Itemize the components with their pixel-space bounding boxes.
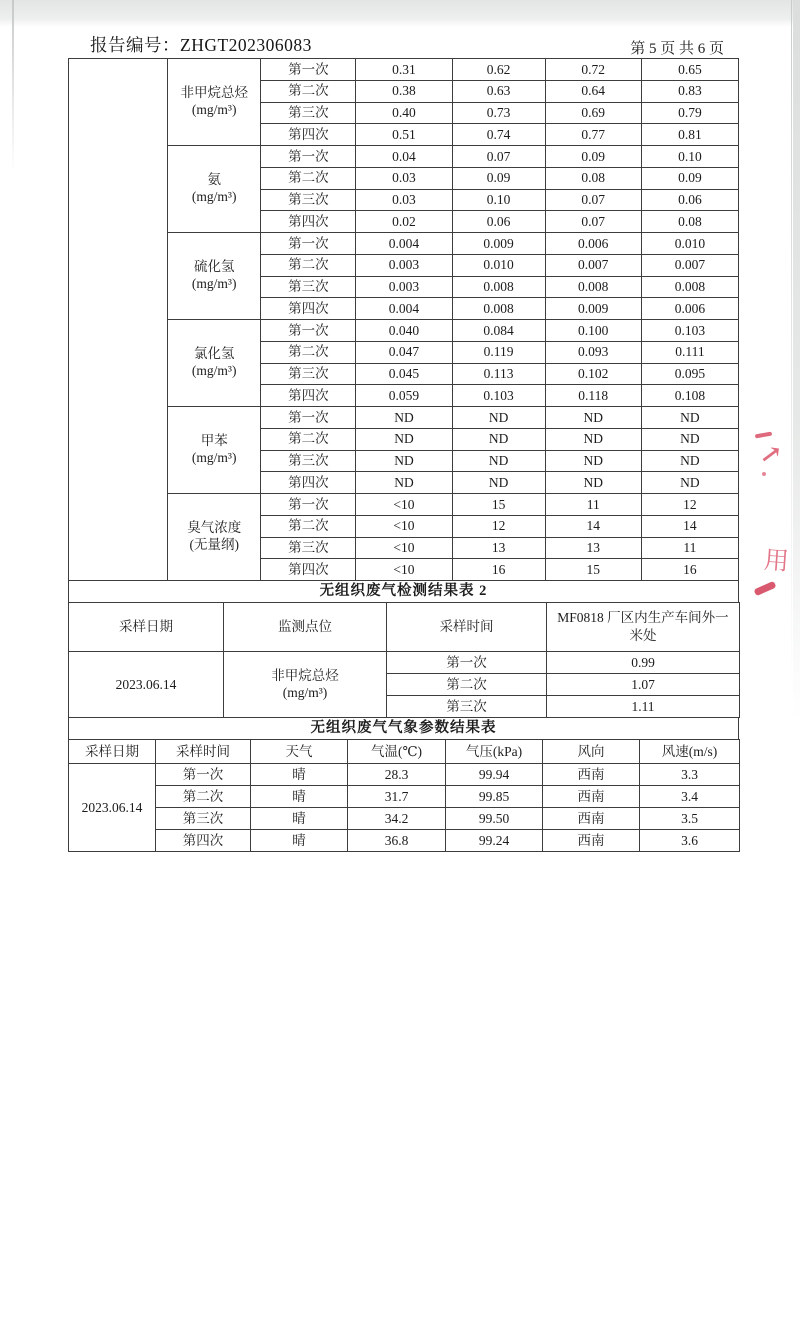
pressure-cell: 99.50 <box>446 808 543 830</box>
wind-dir-cell: 西南 <box>543 786 640 808</box>
value-cell: ND <box>452 472 545 494</box>
value-cell: 0.008 <box>452 298 545 320</box>
substance-unit: (无量纲) <box>189 537 239 552</box>
value-cell: ND <box>356 428 452 450</box>
value-cell: ND <box>641 428 738 450</box>
value-cell: 0.62 <box>452 59 545 81</box>
value-cell: 0.008 <box>452 276 545 298</box>
value-cell: 0.04 <box>356 146 452 168</box>
value-cell: 14 <box>641 515 738 537</box>
value-cell: 15 <box>452 494 545 516</box>
point-unit: (mg/m³) <box>282 684 328 700</box>
value-cell: ND <box>545 450 641 472</box>
stamp-fragment-stroke-icon: ↗ <box>758 438 784 471</box>
value-cell: 0.102 <box>545 363 641 385</box>
value-cell: 0.83 <box>641 80 738 102</box>
substance-name: 臭气浓度 <box>187 520 242 536</box>
value-cell: 0.009 <box>545 298 641 320</box>
temp-cell: 31.7 <box>348 786 446 808</box>
substance-name: 氨 <box>207 172 221 188</box>
trial-label: 第一次 <box>261 59 356 81</box>
value-cell: ND <box>641 450 738 472</box>
value-cell: ND <box>356 407 452 429</box>
wind-dir-cell: 西南 <box>543 764 640 786</box>
trial-label: 第一次 <box>156 764 251 786</box>
header-wind-direction: 风向 <box>543 740 640 764</box>
trial-label: 第三次 <box>261 363 356 385</box>
trial-label: 第三次 <box>261 276 356 298</box>
meteo-params-table <box>68 739 740 852</box>
sample-date-cell: 2023.06.14 <box>69 764 156 852</box>
value-cell: ND <box>545 472 641 494</box>
trial-label: 第四次 <box>261 472 356 494</box>
substance-unit: (mg/m³) <box>191 450 237 465</box>
trial-label: 第三次 <box>261 450 356 472</box>
pressure-cell: 99.85 <box>446 786 543 808</box>
value-cell: 11 <box>641 537 738 559</box>
value-cell: 0.003 <box>356 276 452 298</box>
value-cell: 0.07 <box>545 189 641 211</box>
substance-cell <box>168 407 261 494</box>
value-cell: 0.111 <box>641 341 738 363</box>
value-cell: ND <box>356 450 452 472</box>
trial-label: 第四次 <box>261 298 356 320</box>
value-cell: 0.38 <box>356 80 452 102</box>
pressure-cell: 99.24 <box>446 830 543 852</box>
stamp-fragment-bar-icon <box>754 581 777 596</box>
trial-label: 第一次 <box>261 233 356 255</box>
value-cell: ND <box>356 472 452 494</box>
empty-spanner-cell <box>69 59 168 581</box>
trial-label: 第一次 <box>387 652 547 674</box>
value-cell: 0.007 <box>545 254 641 276</box>
value-cell: 0.31 <box>356 59 452 81</box>
value-cell: 0.103 <box>641 320 738 342</box>
value-cell: 0.08 <box>641 211 738 233</box>
stamp-fragment-dot-icon <box>762 472 766 476</box>
value-cell: 0.008 <box>641 276 738 298</box>
value-cell: 0.79 <box>641 102 738 124</box>
value-cell: 0.010 <box>641 233 738 255</box>
stamp-fragment-bar-icon <box>755 432 772 439</box>
trial-label: 第四次 <box>261 559 356 581</box>
table-row <box>69 146 739 168</box>
substance-unit: (mg/m³) <box>191 276 237 291</box>
nmhc-results-table <box>68 602 740 718</box>
table3-title-band <box>68 717 739 740</box>
report-number-label: 报告编号： <box>90 35 180 55</box>
value-cell: 0.103 <box>452 385 545 407</box>
value-cell: 0.74 <box>452 124 545 146</box>
monitor-point-cell <box>224 652 387 718</box>
trial-label: 第一次 <box>261 407 356 429</box>
value-cell: 0.100 <box>545 320 641 342</box>
value-cell: 0.77 <box>545 124 641 146</box>
stamp-fragment-char-icon: 用 <box>762 547 790 576</box>
table-row <box>69 59 739 81</box>
value-cell: 0.007 <box>641 254 738 276</box>
value-cell: 0.119 <box>452 341 545 363</box>
value-cell: 0.108 <box>641 385 738 407</box>
value-cell: 1.07 <box>547 674 740 696</box>
wind-speed-cell: 3.4 <box>640 786 740 808</box>
scan-page-edge-right <box>791 0 792 690</box>
trial-label: 第二次 <box>261 80 356 102</box>
trial-label: 第一次 <box>261 146 356 168</box>
table2-title: 无组织废气检测结果表 2 <box>69 581 739 603</box>
header-location: MF0818 厂区内生产车间外一米处 <box>547 603 740 652</box>
table-header-row <box>69 603 740 652</box>
header-weather: 天气 <box>251 740 348 764</box>
trial-label: 第三次 <box>156 808 251 830</box>
substance-name: 氯化氢 <box>193 346 235 362</box>
value-cell: 12 <box>641 494 738 516</box>
value-cell: ND <box>641 407 738 429</box>
substance-unit: (mg/m³) <box>191 189 237 204</box>
header-monitor-point: 监测点位 <box>224 603 387 652</box>
value-cell: 0.63 <box>452 80 545 102</box>
value-cell: 0.72 <box>545 59 641 81</box>
value-cell: 0.118 <box>545 385 641 407</box>
weather-cell: 晴 <box>251 830 348 852</box>
wind-dir-cell: 西南 <box>543 830 640 852</box>
trial-label: 第三次 <box>261 537 356 559</box>
value-cell: 0.113 <box>452 363 545 385</box>
trial-label: 第二次 <box>387 674 547 696</box>
value-cell: ND <box>641 472 738 494</box>
table-row <box>69 407 739 429</box>
point-name: 非甲烷总烃 <box>271 667 339 683</box>
table-row <box>69 233 739 255</box>
wind-speed-cell: 3.3 <box>640 764 740 786</box>
value-cell: 0.09 <box>545 146 641 168</box>
value-cell: 0.010 <box>452 254 545 276</box>
value-cell: 0.059 <box>356 385 452 407</box>
value-cell: 0.093 <box>545 341 641 363</box>
table-row <box>69 652 740 674</box>
wind-speed-cell: 3.6 <box>640 830 740 852</box>
value-cell: <10 <box>356 494 452 516</box>
value-cell: ND <box>452 407 545 429</box>
table-row <box>69 764 740 786</box>
substance-cell <box>168 233 261 320</box>
scan-shadow-top <box>0 0 800 27</box>
report-number-value: ZHGT202306083 <box>180 35 312 55</box>
scan-shadow-right <box>793 0 800 720</box>
value-cell: 0.51 <box>356 124 452 146</box>
substance-name: 硫化氢 <box>193 259 235 275</box>
trial-label: 第二次 <box>261 515 356 537</box>
temp-cell: 36.8 <box>348 830 446 852</box>
header-sample-time: 采样时间 <box>156 740 251 764</box>
value-cell: 0.40 <box>356 102 452 124</box>
value-cell: 0.06 <box>452 211 545 233</box>
trial-label: 第四次 <box>156 830 251 852</box>
value-cell: 0.02 <box>356 211 452 233</box>
value-cell: ND <box>452 428 545 450</box>
value-cell: 0.03 <box>356 167 452 189</box>
value-cell: 0.008 <box>545 276 641 298</box>
table-row <box>69 808 740 830</box>
value-cell: 0.69 <box>545 102 641 124</box>
value-cell: 16 <box>452 559 545 581</box>
value-cell: 0.009 <box>452 233 545 255</box>
value-cell: ND <box>545 407 641 429</box>
table-header-row <box>69 740 740 764</box>
trial-label: 第四次 <box>261 124 356 146</box>
value-cell: 0.006 <box>545 233 641 255</box>
substance-cell <box>168 494 261 581</box>
header-pressure: 气压(kPa) <box>446 740 543 764</box>
trial-label: 第一次 <box>261 494 356 516</box>
value-cell: 0.003 <box>356 254 452 276</box>
value-cell: 0.095 <box>641 363 738 385</box>
document-tables <box>68 58 739 852</box>
value-cell: 0.045 <box>356 363 452 385</box>
value-cell: 0.084 <box>452 320 545 342</box>
trial-label: 第二次 <box>261 428 356 450</box>
value-cell: <10 <box>356 537 452 559</box>
trial-label: 第四次 <box>261 385 356 407</box>
value-cell: 0.07 <box>545 211 641 233</box>
header-temperature: 气温(℃) <box>348 740 446 764</box>
trial-label: 第二次 <box>156 786 251 808</box>
weather-cell: 晴 <box>251 764 348 786</box>
value-cell: 13 <box>452 537 545 559</box>
header-sample-date: 采样日期 <box>69 603 224 652</box>
value-cell: 0.06 <box>641 189 738 211</box>
trial-label: 第四次 <box>261 211 356 233</box>
substance-cell <box>168 320 261 407</box>
value-cell: 0.73 <box>452 102 545 124</box>
trial-label: 第二次 <box>261 341 356 363</box>
value-cell: 0.040 <box>356 320 452 342</box>
table3-title: 无组织废气气象参数结果表 <box>69 718 739 740</box>
temp-cell: 34.2 <box>348 808 446 830</box>
value-cell: 14 <box>545 515 641 537</box>
substance-cell <box>168 146 261 233</box>
value-cell: <10 <box>356 515 452 537</box>
value-cell: 0.09 <box>641 167 738 189</box>
temp-cell: 28.3 <box>348 764 446 786</box>
table-row <box>69 320 739 342</box>
value-cell: 0.10 <box>641 146 738 168</box>
value-cell: 0.81 <box>641 124 738 146</box>
trial-label: 第一次 <box>261 320 356 342</box>
value-cell: ND <box>452 450 545 472</box>
value-cell: 0.004 <box>356 298 452 320</box>
table-row <box>69 830 740 852</box>
value-cell: <10 <box>356 559 452 581</box>
value-cell: 0.08 <box>545 167 641 189</box>
value-cell: 11 <box>545 494 641 516</box>
wind-speed-cell: 3.5 <box>640 808 740 830</box>
table2-title-band <box>68 580 739 603</box>
header-sample-date: 采样日期 <box>69 740 156 764</box>
value-cell: 0.99 <box>547 652 740 674</box>
sample-date-cell: 2023.06.14 <box>69 652 224 718</box>
trial-label: 第三次 <box>261 189 356 211</box>
value-cell: 12 <box>452 515 545 537</box>
substance-name: 非甲烷总烃 <box>180 85 248 101</box>
value-cell: 0.65 <box>641 59 738 81</box>
table-row <box>69 494 739 516</box>
trial-label: 第三次 <box>387 696 547 718</box>
trial-label: 第二次 <box>261 254 356 276</box>
waste-gas-results-table <box>68 58 739 581</box>
value-cell: 0.64 <box>545 80 641 102</box>
report-number-line <box>90 32 312 57</box>
trial-label: 第三次 <box>261 102 356 124</box>
value-cell: 16 <box>641 559 738 581</box>
value-cell: 13 <box>545 537 641 559</box>
header-sample-time: 采样时间 <box>387 603 547 652</box>
value-cell: 1.11 <box>547 696 740 718</box>
weather-cell: 晴 <box>251 808 348 830</box>
value-cell: ND <box>545 428 641 450</box>
value-cell: 0.047 <box>356 341 452 363</box>
value-cell: 0.03 <box>356 189 452 211</box>
substance-cell <box>168 59 261 146</box>
pressure-cell: 99.94 <box>446 764 543 786</box>
value-cell: 15 <box>545 559 641 581</box>
value-cell: 0.09 <box>452 167 545 189</box>
page-number: 第 5 页 共 6 页 <box>630 41 724 57</box>
wind-dir-cell: 西南 <box>543 808 640 830</box>
value-cell: 0.004 <box>356 233 452 255</box>
value-cell: 0.10 <box>452 189 545 211</box>
value-cell: 0.07 <box>452 146 545 168</box>
trial-label: 第二次 <box>261 167 356 189</box>
table-row <box>69 786 740 808</box>
scan-page-edge-left <box>12 0 14 175</box>
weather-cell: 晴 <box>251 786 348 808</box>
substance-unit: (mg/m³) <box>191 363 237 378</box>
substance-unit: (mg/m³) <box>191 102 237 117</box>
value-cell: 0.006 <box>641 298 738 320</box>
substance-name: 甲苯 <box>200 433 228 449</box>
header-wind-speed: 风速(m/s) <box>640 740 740 764</box>
